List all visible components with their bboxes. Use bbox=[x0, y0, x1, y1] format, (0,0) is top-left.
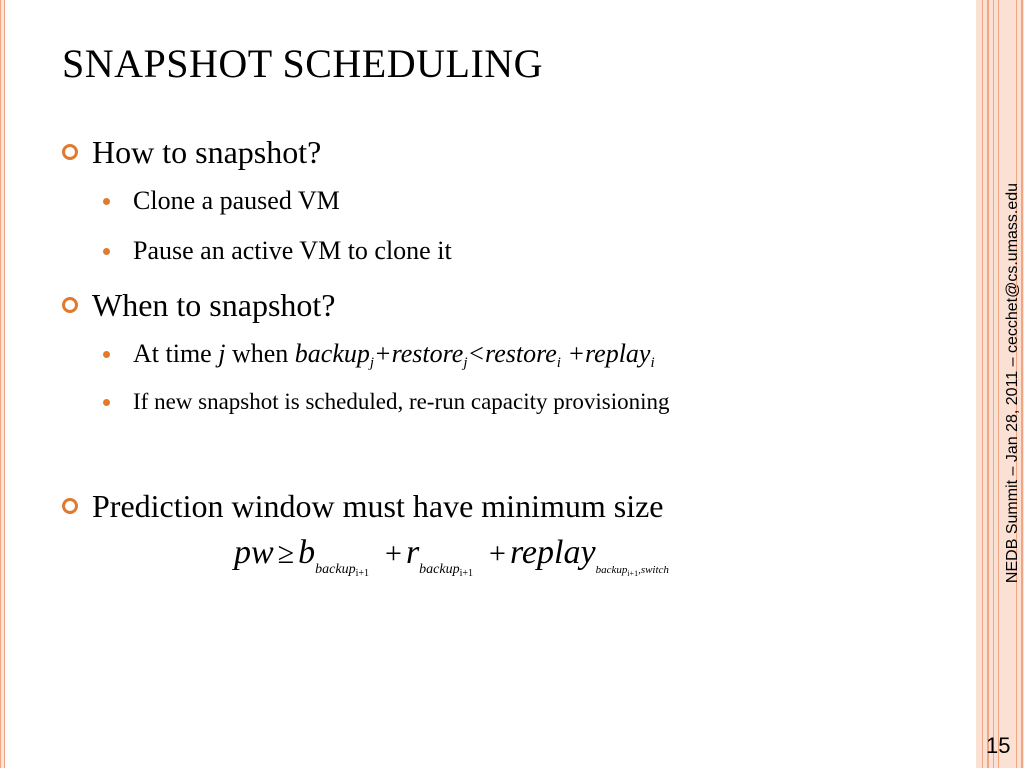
slide-title: SNAPSHOT SCHEDULING bbox=[62, 41, 544, 86]
formula-replay: replay bbox=[509, 534, 596, 571]
dot-bullet-icon bbox=[103, 248, 110, 255]
footer-vertical-text: NEDB Summit – Jan 28, 2011 – cecchet@cs.umass.edu bbox=[1004, 182, 1021, 584]
formula-b: b bbox=[298, 534, 316, 571]
bullet-text: Clone a paused VM bbox=[133, 186, 340, 215]
bullet-text: How to snapshot? bbox=[92, 134, 322, 170]
prediction-window-formula bbox=[234, 534, 669, 579]
bullet-text: Prediction window must have minimum size bbox=[92, 488, 664, 524]
formula-plus: + bbox=[385, 537, 402, 570]
circle-bullet-icon bbox=[62, 144, 78, 160]
formula-r: r bbox=[405, 534, 420, 571]
formula-geq: ≥ bbox=[277, 537, 295, 570]
bullet-text: If new snapshot is scheduled, re-run capacity provisioning bbox=[133, 389, 670, 414]
formula-pw: pw bbox=[234, 534, 274, 571]
bullet-text: Pause an active VM to clone it bbox=[133, 236, 452, 265]
dot-bullet-icon bbox=[103, 198, 110, 205]
page-number: 15 bbox=[986, 733, 1011, 758]
bullet-text: At time j when backup$_j$+restore$_j$<restore$_i$ +replay$_i$ bbox=[133, 339, 655, 371]
circle-bullet-icon bbox=[62, 498, 78, 514]
left-border bbox=[0, 0, 5, 768]
formula-replay-sub: backupi+1,switch bbox=[595, 564, 669, 578]
formula-r-sub: backup$_{i+1}$ bbox=[419, 562, 474, 579]
formula-b-sub: backup$_{i+1}$ bbox=[315, 562, 370, 579]
circle-bullet-icon bbox=[62, 297, 78, 313]
bullet-text: When to snapshot? bbox=[92, 287, 336, 323]
dot-bullet-icon bbox=[103, 351, 110, 358]
dot-bullet-icon bbox=[103, 399, 110, 406]
formula-plus: + bbox=[489, 537, 506, 570]
